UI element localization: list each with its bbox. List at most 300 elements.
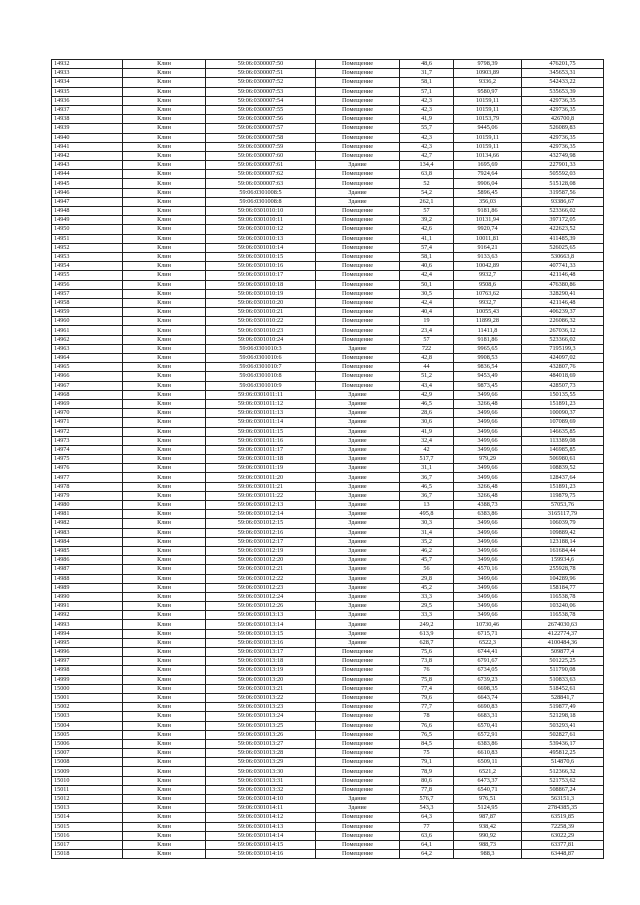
cell-object-type: Помещение: [316, 335, 400, 344]
cell-area: 42,4: [400, 298, 454, 307]
cell-price-per-unit: 9932,7: [454, 298, 522, 307]
cell-area: 46,5: [400, 482, 454, 491]
cell-object-type: Здание: [316, 795, 400, 804]
cell-area: 76,6: [400, 721, 454, 730]
cell-city: Клин: [123, 684, 206, 693]
cell-area: 56: [400, 565, 454, 574]
cell-cadastral-value: 63022,29: [522, 831, 604, 840]
cell-price-per-unit: 10730,46: [454, 620, 522, 629]
cell-record-number: 14942: [52, 151, 123, 160]
table-row: [52, 739, 604, 748]
cell-object-type: Здание: [316, 473, 400, 482]
cell-object-type: Здание: [316, 804, 400, 813]
cell-cadastral-number: 59:06:0301011:13: [206, 409, 316, 418]
cell-city: Клин: [123, 767, 206, 776]
table-row: [52, 491, 604, 500]
cell-price-per-unit: 6383,86: [454, 739, 522, 748]
cell-record-number: 14945: [52, 179, 123, 188]
cell-object-type: Помещение: [316, 767, 400, 776]
table-row: [52, 207, 604, 216]
cell-cadastral-value: 530663,8: [522, 252, 604, 261]
cell-cadastral-number: 59:06:0301014:12: [206, 813, 316, 822]
cell-object-type: Помещение: [316, 96, 400, 105]
cell-city: Клин: [123, 142, 206, 151]
cell-record-number: 14955: [52, 271, 123, 280]
cell-area: 30,6: [400, 418, 454, 427]
cell-price-per-unit: 9181,86: [454, 207, 522, 216]
cell-price-per-unit: 3499,66: [454, 592, 522, 601]
table-row: [52, 592, 604, 601]
cell-price-per-unit: 4388,73: [454, 501, 522, 510]
cell-record-number: 14964: [52, 354, 123, 363]
cell-cadastral-value: 515128,08: [522, 179, 604, 188]
cell-city: Клин: [123, 381, 206, 390]
table-row: [52, 271, 604, 280]
cell-cadastral-number: 59:06:0301012:13: [206, 501, 316, 510]
cell-cadastral-value: 539436,17: [522, 739, 604, 748]
cell-city: Клин: [123, 693, 206, 702]
cell-object-type: Здание: [316, 510, 400, 519]
cell-object-type: Помещение: [316, 207, 400, 216]
cell-price-per-unit: 9798,39: [454, 60, 522, 69]
cell-object-type: Здание: [316, 611, 400, 620]
cell-object-type: Помещение: [316, 785, 400, 794]
cell-object-type: Здание: [316, 399, 400, 408]
cell-record-number: 14972: [52, 427, 123, 436]
cell-cadastral-value: 521298,18: [522, 712, 604, 721]
cell-object-type: Здание: [316, 528, 400, 537]
cell-cadastral-number: 59:06:0301011:16: [206, 436, 316, 445]
cell-cadastral-number: 59:06:0301010:7: [206, 363, 316, 372]
table-row: [52, 354, 604, 363]
table-row: [52, 87, 604, 96]
cell-object-type: Здание: [316, 418, 400, 427]
cell-object-type: Здание: [316, 519, 400, 528]
cell-cadastral-value: 116538,78: [522, 592, 604, 601]
cell-object-type: Помещение: [316, 262, 400, 271]
table-row: [52, 620, 604, 629]
cell-city: Клин: [123, 785, 206, 794]
cell-object-type: Помещение: [316, 289, 400, 298]
cell-price-per-unit: 9965,65: [454, 344, 522, 353]
cell-cadastral-number: 59:06:0301012:14: [206, 510, 316, 519]
cell-price-per-unit: 990,92: [454, 831, 522, 840]
cell-record-number: 14956: [52, 280, 123, 289]
cell-cadastral-number: 59:06:0301011:12: [206, 399, 316, 408]
cell-cadastral-number: 59:06:0301013:17: [206, 648, 316, 657]
cell-cadastral-number: 59:06:0301013:32: [206, 785, 316, 794]
cell-area: 57,1: [400, 87, 454, 96]
cell-cadastral-value: 4100484,36: [522, 638, 604, 647]
cell-cadastral-number: 59:06:0301010:3: [206, 344, 316, 353]
cell-cadastral-number: 59:06:0301014:11: [206, 804, 316, 813]
cell-object-type: Помещение: [316, 216, 400, 225]
table-row: [52, 298, 604, 307]
cell-cadastral-number: 59:06:0301008:8: [206, 197, 316, 206]
cell-cadastral-value: 426700,8: [522, 115, 604, 124]
cell-object-type: Здание: [316, 445, 400, 454]
cell-record-number: 14981: [52, 510, 123, 519]
cell-price-per-unit: 3499,66: [454, 473, 522, 482]
table-row: [52, 528, 604, 537]
cell-area: 57,4: [400, 243, 454, 252]
cell-object-type: Помещение: [316, 666, 400, 675]
cell-price-per-unit: 10159,11: [454, 96, 522, 105]
cell-cadastral-value: 429736,35: [522, 105, 604, 114]
table-row: [52, 638, 604, 647]
cell-price-per-unit: 3499,66: [454, 418, 522, 427]
cell-price-per-unit: 9445,06: [454, 124, 522, 133]
cell-record-number: 14974: [52, 445, 123, 454]
cell-cadastral-number: 59:06:0300007:54: [206, 96, 316, 105]
cell-object-type: Помещение: [316, 78, 400, 87]
cell-city: Клин: [123, 657, 206, 666]
cell-object-type: Помещение: [316, 271, 400, 280]
cell-object-type: Помещение: [316, 363, 400, 372]
cell-city: Клин: [123, 473, 206, 482]
cell-cadastral-number: 59:06:0301011:18: [206, 455, 316, 464]
cell-city: Клин: [123, 712, 206, 721]
cell-cadastral-number: 59:06:0300007:57: [206, 124, 316, 133]
cell-cadastral-value: 7195199,3: [522, 344, 604, 353]
cell-area: 42,9: [400, 390, 454, 399]
cell-cadastral-number: 59:06:0301013:31: [206, 776, 316, 785]
table-row: [52, 730, 604, 739]
cell-area: 78,9: [400, 767, 454, 776]
cell-area: 64,3: [400, 813, 454, 822]
table-row: [52, 225, 604, 234]
cell-city: Клин: [123, 721, 206, 730]
cell-cadastral-value: 2674030,63: [522, 620, 604, 629]
cell-price-per-unit: 9873,45: [454, 381, 522, 390]
table-row: [52, 105, 604, 114]
cell-object-type: Здание: [316, 546, 400, 555]
cell-record-number: 15000: [52, 684, 123, 693]
cell-price-per-unit: 5124,95: [454, 804, 522, 813]
cell-cadastral-value: 422623,52: [522, 225, 604, 234]
cell-cadastral-value: 511790,08: [522, 666, 604, 675]
cell-price-per-unit: 9336,2: [454, 78, 522, 87]
cell-cadastral-number: 59:06:0301010:20: [206, 298, 316, 307]
cell-city: Клин: [123, 491, 206, 500]
cell-area: 31,7: [400, 69, 454, 78]
cell-record-number: 15007: [52, 749, 123, 758]
cell-city: Клин: [123, 501, 206, 510]
cell-price-per-unit: 979,29: [454, 455, 522, 464]
cell-cadastral-value: 100090,37: [522, 409, 604, 418]
cell-city: Клин: [123, 611, 206, 620]
cell-object-type: Здание: [316, 565, 400, 574]
cell-object-type: Помещение: [316, 142, 400, 151]
cell-cadastral-value: 226086,32: [522, 317, 604, 326]
cell-price-per-unit: 9133,63: [454, 252, 522, 261]
cell-price-per-unit: 10763,62: [454, 289, 522, 298]
cell-city: Клин: [123, 850, 206, 859]
cell-price-per-unit: 988,73: [454, 840, 522, 849]
cell-city: Клин: [123, 592, 206, 601]
cell-area: 75,8: [400, 675, 454, 684]
cell-record-number: 14959: [52, 308, 123, 317]
cell-cadastral-number: 59:06:0300007:52: [206, 78, 316, 87]
cell-price-per-unit: 10903,89: [454, 69, 522, 78]
cell-city: Клин: [123, 225, 206, 234]
cell-record-number: 15004: [52, 721, 123, 730]
cell-city: Клин: [123, 399, 206, 408]
table-row: [52, 96, 604, 105]
table-row: [52, 556, 604, 565]
cell-record-number: 15002: [52, 703, 123, 712]
cell-record-number: 14994: [52, 629, 123, 638]
cell-cadastral-number: 59:06:0301013:23: [206, 703, 316, 712]
cell-cadastral-value: 397172,05: [522, 216, 604, 225]
cell-cadastral-number: 59:06:0301012:17: [206, 537, 316, 546]
cell-area: 63,6: [400, 831, 454, 840]
cell-price-per-unit: 6509,11: [454, 758, 522, 767]
cell-object-type: Помещение: [316, 758, 400, 767]
table-row: [52, 363, 604, 372]
cell-city: Клин: [123, 326, 206, 335]
cell-area: 31,4: [400, 528, 454, 537]
cell-object-type: Помещение: [316, 326, 400, 335]
cell-price-per-unit: 9920,74: [454, 225, 522, 234]
cell-city: Клин: [123, 739, 206, 748]
cell-record-number: 14965: [52, 363, 123, 372]
cell-city: Клин: [123, 776, 206, 785]
table-row: [52, 445, 604, 454]
cell-object-type: Здание: [316, 161, 400, 170]
cell-cadastral-number: 59:06:0300007:55: [206, 105, 316, 114]
cell-area: 262,1: [400, 197, 454, 206]
cell-cadastral-number: 59:06:0300007:56: [206, 115, 316, 124]
cell-area: 63,8: [400, 170, 454, 179]
cell-cadastral-value: 158184,77: [522, 583, 604, 592]
cell-record-number: 14971: [52, 418, 123, 427]
cell-object-type: Здание: [316, 491, 400, 500]
cell-cadastral-value: 421146,48: [522, 298, 604, 307]
table-row: [52, 703, 604, 712]
cell-object-type: Здание: [316, 482, 400, 491]
cell-cadastral-value: 63377,81: [522, 840, 604, 849]
cell-area: 19: [400, 317, 454, 326]
table-body: [52, 60, 604, 859]
cell-cadastral-number: 59:06:0300007:61: [206, 161, 316, 170]
cell-price-per-unit: 10131,94: [454, 216, 522, 225]
table-row: [52, 234, 604, 243]
table-row: [52, 666, 604, 675]
cell-area: 495,8: [400, 510, 454, 519]
cell-record-number: 14954: [52, 262, 123, 271]
cell-city: Клин: [123, 243, 206, 252]
cell-object-type: Помещение: [316, 298, 400, 307]
cell-record-number: 14946: [52, 188, 123, 197]
cell-price-per-unit: 9906,04: [454, 179, 522, 188]
cell-object-type: Помещение: [316, 813, 400, 822]
cell-area: 13: [400, 501, 454, 510]
cell-record-number: 14969: [52, 399, 123, 408]
table-row: [52, 60, 604, 69]
table-row: [52, 712, 604, 721]
cell-price-per-unit: 3499,66: [454, 519, 522, 528]
cell-cadastral-value: 508867,24: [522, 785, 604, 794]
cell-object-type: Помещение: [316, 243, 400, 252]
cell-cadastral-number: 59:06:0301013:28: [206, 749, 316, 758]
table-row: [52, 243, 604, 252]
cell-city: Клин: [123, 620, 206, 629]
cell-price-per-unit: 3499,66: [454, 537, 522, 546]
cell-price-per-unit: 3499,66: [454, 574, 522, 583]
cell-city: Клин: [123, 804, 206, 813]
cell-city: Клин: [123, 335, 206, 344]
table-row: [52, 749, 604, 758]
table-row: [52, 693, 604, 702]
cell-object-type: Здание: [316, 602, 400, 611]
cell-city: Клин: [123, 289, 206, 298]
cell-city: Клин: [123, 78, 206, 87]
cell-object-type: Помещение: [316, 354, 400, 363]
cell-object-type: Здание: [316, 427, 400, 436]
cell-record-number: 15018: [52, 850, 123, 859]
cell-cadastral-number: 59:06:0301014:16: [206, 850, 316, 859]
cell-city: Клин: [123, 427, 206, 436]
cell-cadastral-value: 421146,48: [522, 271, 604, 280]
cell-cadastral-value: 535653,39: [522, 87, 604, 96]
cell-cadastral-number: 59:06:0301010:14: [206, 243, 316, 252]
table-row: [52, 850, 604, 859]
table-row: [52, 813, 604, 822]
cell-cadastral-number: 59:06:0301012:22: [206, 574, 316, 583]
cell-cadastral-number: 59:06:0301010:18: [206, 280, 316, 289]
cell-area: 41,9: [400, 427, 454, 436]
cell-area: 55,7: [400, 124, 454, 133]
cell-object-type: Помещение: [316, 840, 400, 849]
cell-price-per-unit: 11899,28: [454, 317, 522, 326]
cell-cadastral-value: 103240,06: [522, 602, 604, 611]
cell-price-per-unit: 356,03: [454, 197, 522, 206]
cell-object-type: Помещение: [316, 730, 400, 739]
cell-object-type: Помещение: [316, 60, 400, 69]
cell-object-type: Помещение: [316, 822, 400, 831]
table-row: [52, 840, 604, 849]
cell-area: 249,2: [400, 620, 454, 629]
cell-city: Клин: [123, 317, 206, 326]
cell-record-number: 14957: [52, 289, 123, 298]
cell-record-number: 14936: [52, 96, 123, 105]
cell-record-number: 14983: [52, 528, 123, 537]
cell-cadastral-value: 128437,64: [522, 473, 604, 482]
cell-city: Клин: [123, 638, 206, 647]
cell-cadastral-value: 109889,42: [522, 528, 604, 537]
cell-cadastral-number: 59:06:0301011:15: [206, 427, 316, 436]
cell-record-number: 14937: [52, 105, 123, 114]
table-row: [52, 721, 604, 730]
cell-record-number: 14978: [52, 482, 123, 491]
cell-area: 42,7: [400, 151, 454, 160]
cell-price-per-unit: 10055,43: [454, 308, 522, 317]
cell-city: Клин: [123, 69, 206, 78]
cell-record-number: 14933: [52, 69, 123, 78]
cell-record-number: 14948: [52, 207, 123, 216]
cell-record-number: 14967: [52, 381, 123, 390]
table-row: [52, 197, 604, 206]
cell-record-number: 15016: [52, 831, 123, 840]
cell-cadastral-value: 424097,02: [522, 354, 604, 363]
cell-price-per-unit: 987,87: [454, 813, 522, 822]
cell-cadastral-value: 123188,14: [522, 537, 604, 546]
cell-area: 42,8: [400, 354, 454, 363]
table-row: [52, 501, 604, 510]
cell-price-per-unit: 10159,11: [454, 105, 522, 114]
cell-city: Клин: [123, 252, 206, 261]
cell-object-type: Здание: [316, 638, 400, 647]
cell-city: Клин: [123, 840, 206, 849]
cell-cadastral-number: 59:06:0301011:14: [206, 418, 316, 427]
cell-cadastral-number: 59:06:0301014:15: [206, 840, 316, 849]
cell-price-per-unit: 6572,91: [454, 730, 522, 739]
cell-cadastral-value: 407741,33: [522, 262, 604, 271]
cell-cadastral-value: 267036,12: [522, 326, 604, 335]
cell-cadastral-number: 59:06:0301012:21: [206, 565, 316, 574]
cell-cadastral-value: 484018,69: [522, 372, 604, 381]
cell-price-per-unit: 3499,66: [454, 556, 522, 565]
cell-record-number: 14989: [52, 583, 123, 592]
cell-price-per-unit: 7924,64: [454, 170, 522, 179]
cell-record-number: 15013: [52, 804, 123, 813]
cell-price-per-unit: 9580,97: [454, 87, 522, 96]
table-row: [52, 390, 604, 399]
cell-cadastral-number: 59:06:0301013:29: [206, 758, 316, 767]
table-row: [52, 308, 604, 317]
cell-city: Клин: [123, 418, 206, 427]
cell-cadastral-number: 59:06:0301011:19: [206, 464, 316, 473]
cell-area: 77,4: [400, 684, 454, 693]
cell-city: Клин: [123, 703, 206, 712]
cell-record-number: 14960: [52, 317, 123, 326]
table-row: [52, 565, 604, 574]
cell-price-per-unit: 9836,54: [454, 363, 522, 372]
cell-cadastral-value: 113389,08: [522, 436, 604, 445]
table-row: [52, 648, 604, 657]
cell-price-per-unit: 6690,83: [454, 703, 522, 712]
cell-object-type: Помещение: [316, 170, 400, 179]
cell-city: Клин: [123, 372, 206, 381]
cell-object-type: Здание: [316, 436, 400, 445]
cell-cadastral-number: 59:06:0301013:14: [206, 620, 316, 629]
cell-record-number: 14992: [52, 611, 123, 620]
cell-cadastral-value: 146985,85: [522, 445, 604, 454]
cell-cadastral-number: 59:06:0301010:11: [206, 216, 316, 225]
cell-area: 32,4: [400, 436, 454, 445]
table-row: [52, 289, 604, 298]
cell-record-number: 15009: [52, 767, 123, 776]
cell-object-type: Помещение: [316, 115, 400, 124]
cell-cadastral-value: 429736,35: [522, 133, 604, 142]
cell-record-number: 14943: [52, 161, 123, 170]
table-row: [52, 537, 604, 546]
cell-object-type: Здание: [316, 188, 400, 197]
table-row: [52, 372, 604, 381]
table-row: [52, 464, 604, 473]
cell-record-number: 14962: [52, 335, 123, 344]
cell-cadastral-value: 63519,85: [522, 813, 604, 822]
table-row: [52, 611, 604, 620]
cell-record-number: 14982: [52, 519, 123, 528]
cell-area: 31,1: [400, 464, 454, 473]
cell-city: Клин: [123, 96, 206, 105]
cell-cadastral-value: 159934,6: [522, 556, 604, 565]
cell-cadastral-value: 519877,49: [522, 703, 604, 712]
cell-area: 46,5: [400, 399, 454, 408]
table-row: [52, 455, 604, 464]
